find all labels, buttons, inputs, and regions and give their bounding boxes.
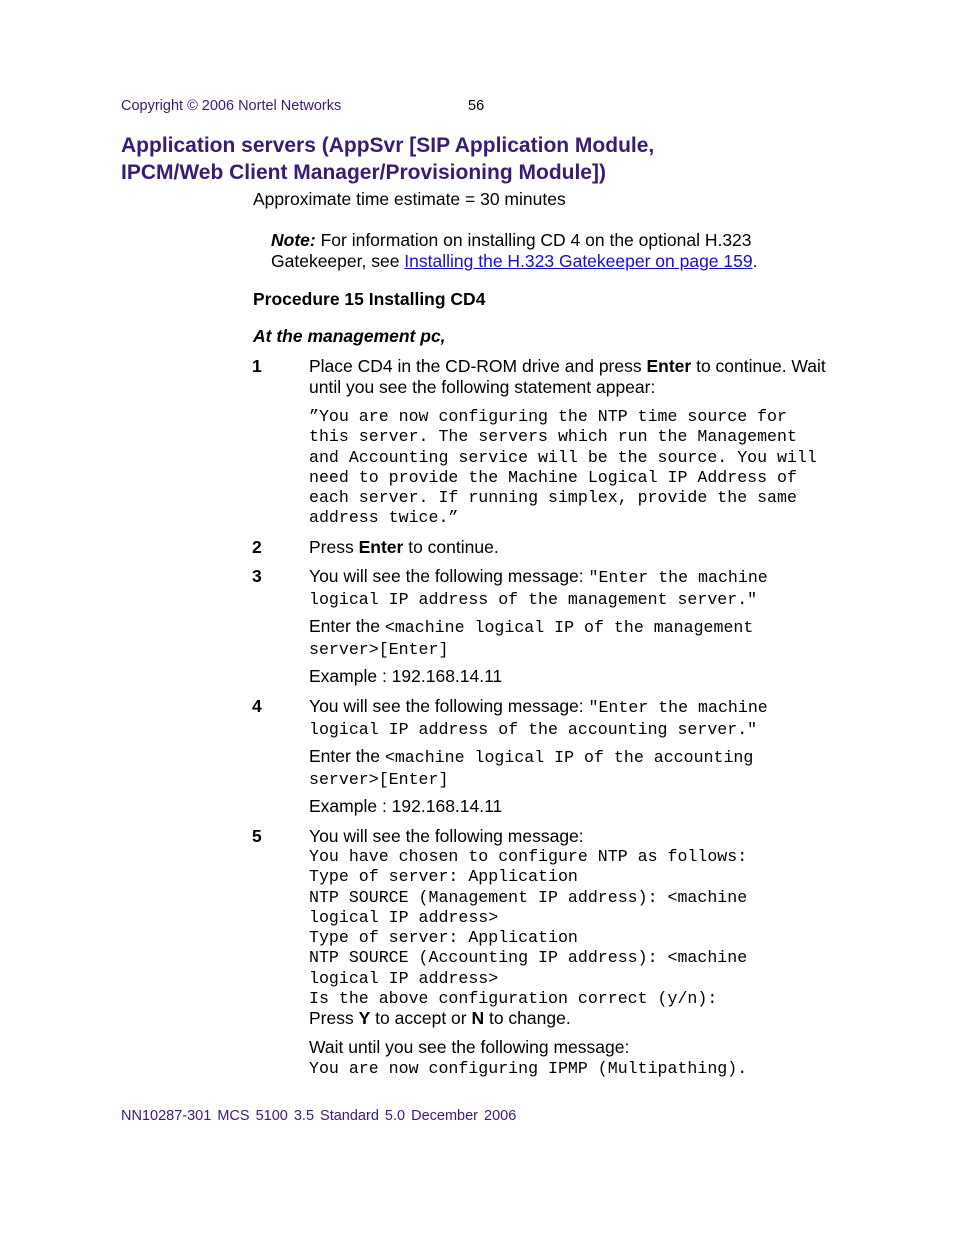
step-number: 5: [252, 826, 262, 846]
step-2-text: Press Enter to continue.: [309, 537, 499, 557]
section-title: [121, 132, 821, 186]
step-number: 4: [252, 696, 262, 716]
step-5-wait: Wait until you see the following message:: [309, 1037, 630, 1057]
section-title-line2: IPCM/Web Client Manager/Provisioning Module]): [121, 161, 606, 184]
step-4-text: You will see the following message: "Enter the machine logical IP address of the accounting server.": [309, 696, 768, 740]
step-number: 3: [252, 566, 262, 586]
copyright-text: Copyright © 2006 Nortel Networks: [121, 98, 342, 114]
h323-gatekeeper-link[interactable]: Installing the H.323 Gatekeeper on page 159: [404, 251, 753, 271]
step-3-message: "Enter the machine logical IP address of the management server.": [309, 568, 768, 610]
footer-doc-info: NN10287-301 MCS 5100 3.5 Standard 5.0 December 2006: [121, 1108, 517, 1124]
step-5-press: Press Y to accept or N to change.: [309, 1008, 571, 1028]
step-5-text: You will see the following message:: [309, 826, 584, 846]
procedure-title: Procedure 15 Installing CD4: [253, 289, 486, 309]
step-5-wait-message: You are now configuring IPMP (Multipathing).: [309, 1059, 748, 1078]
step-number: 2: [252, 537, 262, 557]
step-number: 1: [252, 356, 262, 376]
note-label: Note:: [271, 230, 316, 250]
step-5-console-output: You have chosen to configure NTP as follows: Type of server: Application NTP SOURCE (Management IP address): <machine logical IP address> Type of server: Application NTP SOURCE (Accounting IP address): <machine logical IP address> Is the above configuration correct (y/n):: [309, 847, 748, 1009]
note-text: For information on installing CD 4 on the optional H.323 Gatekeeper, see: [271, 230, 752, 271]
step-4-enter: Enter the <machine logical IP of the accounting server>[Enter]: [309, 746, 754, 790]
page-number: 56: [468, 98, 485, 114]
note-text-end: .: [752, 251, 758, 271]
note-block: [271, 230, 811, 272]
step-3-example: Example : 192.168.14.11: [309, 666, 503, 686]
section-title-line1: Application servers (AppSvr [SIP Application Module,: [121, 134, 655, 157]
step-4-example: Example : 192.168.14.11: [309, 796, 503, 816]
time-estimate: Approximate time estimate = 30 minutes: [253, 189, 566, 209]
step-4-message: "Enter the machine logical IP address of the accounting server.": [309, 698, 768, 740]
step-3-text: You will see the following message: "Enter the machine logical IP address of the management server.": [309, 566, 768, 610]
step-1-console-text: ”You are now configuring the NTP time source for this server. The servers which run the Management and Accounting service will be the source. You will need to provide the Machine Logical IP Address of each server. If running simplex, provide the same address twice.”: [309, 407, 817, 528]
step-4-enter-value: <machine logical IP of the accounting server>[Enter]: [309, 748, 754, 790]
step-3-enter-value: <machine logical IP of the management server>[Enter]: [309, 618, 754, 660]
step-1-text: Place CD4 in the CD-ROM drive and press Enter to continue. Wait until you see the following statement appear:: [309, 356, 826, 397]
step-3-enter: Enter the <machine logical IP of the management server>[Enter]: [309, 616, 754, 660]
procedure-location: At the management pc,: [253, 326, 446, 346]
